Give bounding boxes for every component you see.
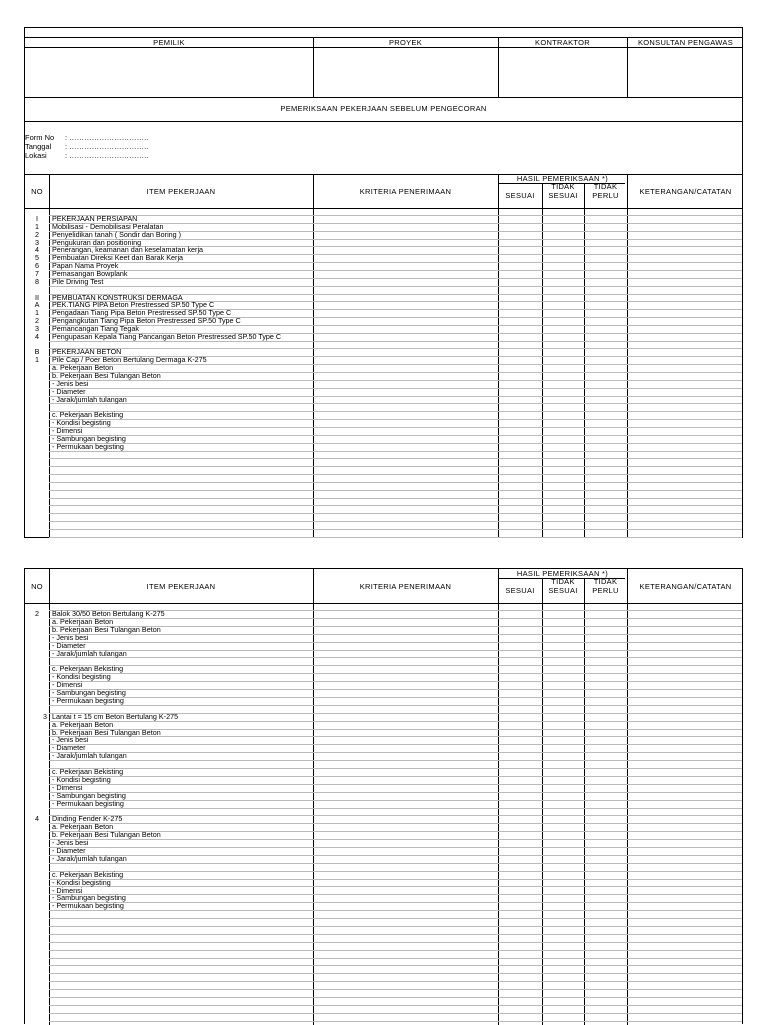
rule xyxy=(49,286,742,287)
tanggal-label: Tanggal xyxy=(25,142,52,151)
rule xyxy=(49,689,742,690)
table-row-item: - Permukaan begisting xyxy=(52,696,124,705)
rule xyxy=(49,341,742,342)
header-hasil: HASIL PEMERIKSAAN *) xyxy=(516,174,609,183)
row-number: 4 xyxy=(35,814,39,823)
table-row-item: Pile Driving Test xyxy=(52,277,104,286)
table-row-item: - Diameter xyxy=(52,846,86,855)
rule xyxy=(49,498,742,499)
rule xyxy=(49,262,742,263)
header-proyek: PROYEK xyxy=(388,38,423,47)
rule xyxy=(49,800,742,801)
table-row-item: b. Pekerjaan Besi Tulangan Beton xyxy=(52,728,161,737)
table-row-item: Dinding Fender K-275 xyxy=(52,814,123,823)
rule xyxy=(49,403,742,404)
rule xyxy=(49,1021,742,1022)
rule xyxy=(49,752,742,753)
rule xyxy=(25,174,742,175)
row-number: 2 xyxy=(35,230,39,239)
rule xyxy=(627,208,628,538)
rule xyxy=(49,657,742,658)
table-row-item: - Permukaan begisting xyxy=(52,442,124,451)
rule xyxy=(49,618,742,619)
rule xyxy=(498,174,499,208)
rule xyxy=(49,239,742,240)
table-row-item: - Sambungan begisting xyxy=(52,688,126,697)
rule xyxy=(25,603,742,604)
header-sesuai: SESUAI xyxy=(505,586,535,595)
rule xyxy=(49,902,742,903)
table-row-item: - Dimensi xyxy=(52,680,83,689)
row-number: B xyxy=(34,347,40,356)
table-row-item: - Dimensi xyxy=(52,783,83,792)
rule xyxy=(49,973,742,974)
row-number: 5 xyxy=(35,253,39,262)
row-number: 6 xyxy=(35,261,39,270)
table-row-item: - Diameter xyxy=(52,387,86,396)
form-no-value: : ………………………….. xyxy=(65,133,149,142)
table-row-item: Pemasangan Bowplank xyxy=(52,269,128,278)
rule xyxy=(49,760,742,761)
rule xyxy=(49,942,742,943)
table-row-item: - Kondisi begisting xyxy=(52,672,111,681)
header-item: ITEM PEKERJAAN xyxy=(146,582,216,591)
rule xyxy=(49,482,742,483)
rule xyxy=(49,847,742,848)
header-tidak-sesuai-2: SESUAI xyxy=(548,586,578,595)
rule xyxy=(49,513,742,514)
rule xyxy=(25,37,742,38)
rule xyxy=(49,665,742,666)
table-row-item: - Kondisi begisting xyxy=(52,775,111,784)
rule xyxy=(313,208,314,538)
rule xyxy=(49,863,742,864)
table-row-item: c. Pekerjaan Bekisting xyxy=(52,767,124,776)
form-sheet-bottom xyxy=(24,568,743,1024)
table-row-item: b. Pekerjaan Besi Tulangan Beton xyxy=(52,625,161,634)
row-number: A xyxy=(34,300,40,309)
rule xyxy=(49,529,742,530)
row-number: 4 xyxy=(35,332,39,341)
rule xyxy=(584,578,585,603)
rule xyxy=(49,348,742,349)
table-row-item: - Jarak/jumlah tulangan xyxy=(52,395,127,404)
rule xyxy=(49,886,742,887)
rule xyxy=(25,47,742,48)
rule xyxy=(49,744,742,745)
rule xyxy=(49,396,742,397)
rule xyxy=(49,721,742,722)
row-number: 1 xyxy=(35,355,39,364)
rule xyxy=(49,1005,742,1006)
rule xyxy=(49,380,742,381)
rule xyxy=(627,37,628,97)
rule xyxy=(49,490,742,491)
rule xyxy=(49,776,742,777)
header-keterangan: KETERANGAN/CATATAN xyxy=(639,582,732,591)
rule xyxy=(49,965,742,966)
header-kontraktor: KONTRAKTOR xyxy=(535,38,590,47)
header-tidak-sesuai-2: SESUAI xyxy=(548,191,578,200)
rule xyxy=(49,879,742,880)
table-row-item: - Jarak/jumlah tulangan xyxy=(52,751,127,760)
rule xyxy=(49,958,742,959)
rule xyxy=(49,388,742,389)
header-sesuai: SESUAI xyxy=(505,191,535,200)
table-row-item: Pemancangan Tiang Tegak xyxy=(52,324,139,333)
row-number: II xyxy=(35,293,39,302)
table-row-item: c. Pekerjaan Bekisting xyxy=(52,870,124,879)
rule xyxy=(49,768,742,769)
rule xyxy=(584,208,585,538)
rule xyxy=(49,215,742,216)
rule xyxy=(49,435,742,436)
table-row-item: - Diameter xyxy=(52,641,86,650)
table-row-item: Penerangan, keamanan dan keselamatan kerja xyxy=(52,245,204,254)
rule xyxy=(49,270,742,271)
table-row-item: Pengadaan Tiang Pipa Beton Prestressed SP.50 Type C xyxy=(52,308,232,317)
rule xyxy=(49,650,742,651)
table-row-item: - Jenis besi xyxy=(52,379,89,388)
rule xyxy=(49,784,742,785)
row-number: 1 xyxy=(35,222,39,231)
rule xyxy=(25,121,742,122)
table-row-item: - Permukaan begisting xyxy=(52,901,124,910)
tanggal-value: : ………………………….. xyxy=(65,142,149,151)
lokasi-label: Lokasi xyxy=(25,151,47,160)
table-row-item: a. Pekerjaan Beton xyxy=(52,720,114,729)
rule xyxy=(627,569,628,603)
rule xyxy=(498,37,499,97)
table-row-item: Pile Cap / Poer Beton Bertulang Dermaga K-275 xyxy=(52,355,207,364)
rule xyxy=(49,537,742,538)
table-row-item: - Dimensi xyxy=(52,886,83,895)
row-number: I xyxy=(36,214,38,223)
table-row-item: c. Pekerjaan Bekisting xyxy=(52,664,124,673)
table-row-item: Pengupasan Kepala Tiang Pancangan Beton Prestressed SP.50 Type C xyxy=(52,332,282,341)
rule xyxy=(49,823,742,824)
rule xyxy=(49,427,742,428)
rule xyxy=(49,673,742,674)
rule xyxy=(49,325,742,326)
header-hasil: HASIL PEMERIKSAAN *) xyxy=(516,569,609,578)
row-number: 4 xyxy=(35,245,39,254)
table-row-item: PEMBUATAN KONSTRUKSI DERMAGA xyxy=(52,293,183,302)
table-row-item: - Sambungan begisting xyxy=(52,893,126,902)
rule xyxy=(49,443,742,444)
rule xyxy=(542,578,543,603)
row-number: 8 xyxy=(35,277,39,286)
table-row-item: c. Pekerjaan Bekisting xyxy=(52,410,124,419)
rule xyxy=(49,278,742,279)
rule xyxy=(49,681,742,682)
rule xyxy=(49,208,50,538)
rule xyxy=(49,910,742,911)
rule xyxy=(627,603,628,1025)
rule xyxy=(49,411,742,412)
header-tidak-perlu-1: TIDAK xyxy=(593,577,618,586)
rule xyxy=(49,603,50,1025)
table-row-item: - Jenis besi xyxy=(52,633,89,642)
table-row-item: - Jarak/jumlah tulangan xyxy=(52,649,127,658)
header-kriteria: KRITERIA PENERIMAAN xyxy=(359,582,452,591)
rule xyxy=(498,208,499,538)
rule xyxy=(313,37,314,97)
table-row-item: Pembuatan Direksi Keet dan Barak Kerja xyxy=(52,253,184,262)
table-row-item: - Diameter xyxy=(52,743,86,752)
rule xyxy=(49,997,742,998)
rule xyxy=(49,521,742,522)
row-number: 7 xyxy=(35,269,39,278)
rule xyxy=(49,705,742,706)
rule xyxy=(49,871,742,872)
table-row-item: a. Pekerjaan Beton xyxy=(52,363,114,372)
row-number: 3 xyxy=(43,712,47,721)
rule xyxy=(49,174,50,208)
table-row-item: Lantai t = 15 cm Beton Bertulang K-275 xyxy=(52,712,179,721)
table-row-item: - Sambungan begisting xyxy=(52,434,126,443)
rule xyxy=(49,989,742,990)
rule xyxy=(584,183,585,208)
table-row-item: - Jenis besi xyxy=(52,838,89,847)
header-no: NO xyxy=(31,582,43,591)
rule xyxy=(49,466,742,467)
rule xyxy=(49,808,742,809)
table-row-item: - Kondisi begisting xyxy=(52,878,111,887)
row-number: 2 xyxy=(35,609,39,618)
row-number: 2 xyxy=(35,316,39,325)
rule xyxy=(498,183,625,184)
form-sheet-top xyxy=(24,27,743,538)
table-row-item: a. Pekerjaan Beton xyxy=(52,822,114,831)
header-pemilik: PEMILIK xyxy=(153,38,185,47)
header-kriteria: KRITERIA PENERIMAAN xyxy=(359,187,452,196)
table-row-item: Papan Nama Proyek xyxy=(52,261,119,270)
rule xyxy=(49,634,742,635)
rule xyxy=(542,183,543,208)
rule xyxy=(313,569,314,603)
table-row-item: Pengangkutan Tiang Pipa Beton Prestressed SP.50 Type C xyxy=(52,316,241,325)
table-row-item: - Jenis besi xyxy=(52,735,89,744)
row-number: 3 xyxy=(35,324,39,333)
table-row-item: Mobilisasi - Demobilisasi Peralatan xyxy=(52,222,164,231)
table-row-item: - Dimensi xyxy=(52,426,83,435)
header-keterangan: KETERANGAN/CATATAN xyxy=(639,187,732,196)
header-tidak-sesuai-1: TIDAK xyxy=(551,182,575,191)
rule xyxy=(49,505,742,506)
rule xyxy=(498,569,499,603)
header-item: ITEM PEKERJAAN xyxy=(146,187,216,196)
rule xyxy=(49,474,742,475)
form-no-label: Form No xyxy=(25,133,55,142)
table-row-item: a. Pekerjaan Beton xyxy=(52,617,114,626)
header-tidak-perlu-1: TIDAK xyxy=(593,182,618,191)
table-row-item: b. Pekerjaan Besi Tulangan Beton xyxy=(52,830,161,839)
header-tidak-perlu-2: PERLU xyxy=(592,586,619,595)
form-title: PEMERIKSAAN PEKERJAAN SEBELUM PENGECORAN xyxy=(280,104,487,113)
rule xyxy=(49,894,742,895)
rule xyxy=(49,642,742,643)
rule xyxy=(584,603,585,1025)
rule xyxy=(49,855,742,856)
rule xyxy=(49,569,50,603)
rule xyxy=(627,174,628,208)
table-row-item: Balok 30/50 Beton Bertulang K-275 xyxy=(52,609,165,618)
table-row-item: PEK.TIANG PIPA Beton Prestressed SP.50 Type C xyxy=(52,300,215,309)
rule xyxy=(49,697,742,698)
header-tidak-perlu-2: PERLU xyxy=(592,191,619,200)
table-row-item: PEKERJAAN PERSIAPAN xyxy=(52,214,138,223)
header-tidak-sesuai-1: TIDAK xyxy=(551,577,575,586)
rule xyxy=(25,97,742,98)
rule xyxy=(313,174,314,208)
row-number: 3 xyxy=(35,238,39,247)
table-row-item: Penyelidikan tanah ( Sondir dan Boring ) xyxy=(52,230,182,239)
row-number: 1 xyxy=(35,308,39,317)
lokasi-value: : ………………………….. xyxy=(65,151,149,160)
rule xyxy=(498,578,625,579)
rule xyxy=(49,458,742,459)
rule xyxy=(49,926,742,927)
table-row-item: Pengukuran dan positioning xyxy=(52,238,142,247)
rule xyxy=(542,603,543,1025)
rule xyxy=(49,934,742,935)
table-row-item: - Permukaan begisting xyxy=(52,799,124,808)
header-konsultan: KONSULTAN PENGAWAS xyxy=(638,38,733,47)
table-row-item: - Kondisi begisting xyxy=(52,418,111,427)
table-row-item: - Jarak/jumlah tulangan xyxy=(52,854,127,863)
rule xyxy=(49,419,742,420)
table-row-item: - Sambungan begisting xyxy=(52,791,126,800)
rule xyxy=(542,208,543,538)
table-row-item: PEKERJAAN BETON xyxy=(52,347,122,356)
rule xyxy=(49,815,742,816)
rule xyxy=(25,208,742,209)
rule xyxy=(49,364,742,365)
rule xyxy=(49,1013,742,1014)
table-row-item: b. Pekerjaan Besi Tulangan Beton xyxy=(52,371,161,380)
rule xyxy=(313,603,314,1025)
rule xyxy=(49,839,742,840)
rule xyxy=(49,451,742,452)
rule xyxy=(498,603,499,1025)
rule xyxy=(49,918,742,919)
rule xyxy=(49,950,742,951)
rule xyxy=(49,792,742,793)
rule xyxy=(49,981,742,982)
header-no: NO xyxy=(31,187,43,196)
